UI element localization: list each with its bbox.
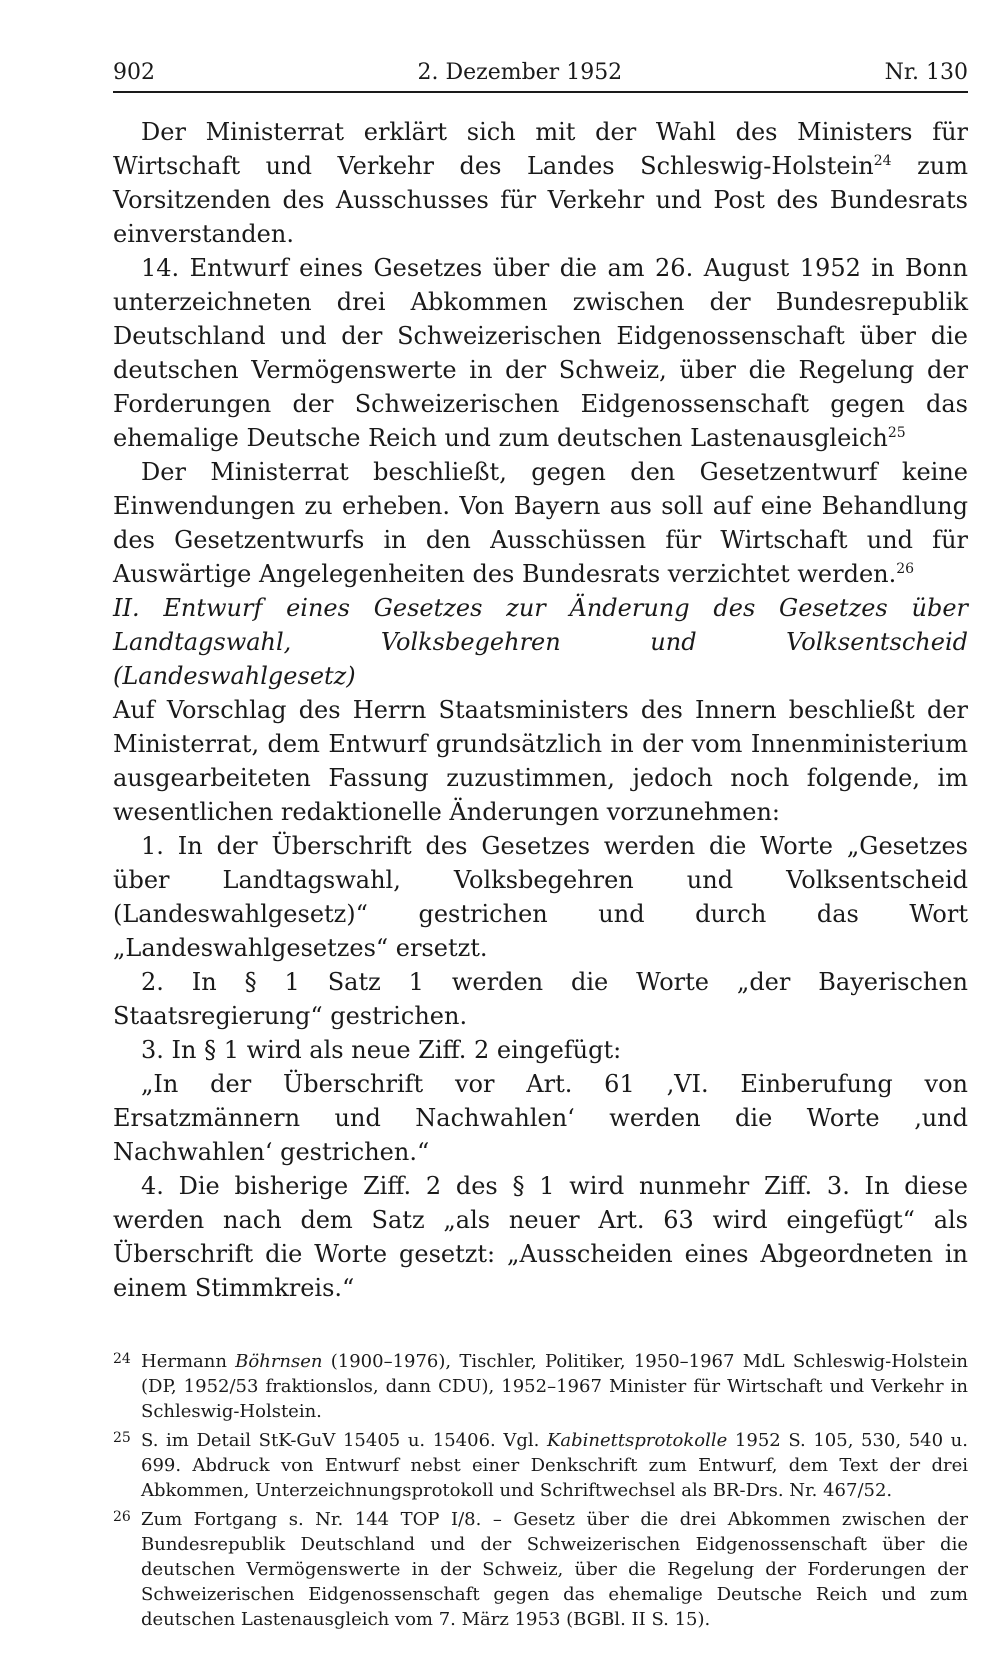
- paragraph-1-rest: zum Vorsitzenden des Ausschusses für Verkehr und Post des Bundesrats einverstanden.: [113, 152, 968, 248]
- footnote-text-part: Zum Fortgang s. Nr. 144 TOP I/8. – Gesetz über die drei Abkommen zwischen der Bundesrepublik Deutschland und der Schweizerischen Eidgenossenschaft über die deutschen Vermögenswerte in der Schweiz, über die Regelung der Forderungen der Schweizerischen Eidgenossenschaft gegen das ehemalige Deutsche Reich und zum deutschen Lastenausgleich vom 7. März 1953 (BGBl. II S. 15).: [141, 1509, 968, 1630]
- list-item-3-quote: „In der Überschrift vor Art. 61 ‚VI. Einberufung von Ersatzmännern und Nachwahlen‘ werden die Worte ‚und Nachwahlen‘ gestrichen.“: [113, 1070, 968, 1166]
- footnote-text: [141, 1349, 968, 1424]
- page-header: [113, 60, 968, 93]
- list-item-4: 4. Die bisherige Ziff. 2 des § 1 wird nunmehr Ziff. 3. In diese werden nach dem Satz „als neuer Art. 63 wird eingefügt“ als Überschrift die Worte gesetzt: „Ausscheiden eines Abgeordneten in einem Stimmkreis.“: [113, 1172, 968, 1302]
- page-number: 902: [113, 60, 155, 85]
- list-item-3: 3. In § 1 wird als neue Ziff. 2 eingefügt:: [141, 1036, 622, 1064]
- footnote: [113, 1507, 968, 1632]
- footnotes: [113, 1349, 968, 1632]
- document-number: Nr. 130: [884, 60, 968, 85]
- footnote-text: [141, 1507, 968, 1632]
- list-item-1: 1. In der Überschrift des Gesetzes werden die Worte „Gesetzes über Landtagswahl, Volksbegehren und Volksentscheid (Landeswahlgesetz)“ gestrichen und durch das Wort „Landeswahlgesetzes“ ersetzt.: [113, 832, 968, 962]
- main-text: [113, 115, 968, 1305]
- footnote-ref-25[interactable]: 25: [887, 425, 906, 441]
- paragraph-1-text: Der Ministerrat erklärt sich mit der Wahl des Ministers für Wirtschaft und Verkehr des Landes Schleswig-Holstein: [113, 118, 968, 180]
- footnote-number: 24: [113, 1351, 131, 1367]
- header-date: 2. Dezember 1952: [417, 60, 623, 85]
- footnote-italic: Kabinettsprotokolle: [546, 1430, 728, 1451]
- section-heading: II. Entwurf eines Gesetzes zur Änderung des Gesetzes über Landtagswahl, Volksbegehren und Volksentscheid (Landeswahlgesetz): [113, 594, 968, 690]
- footnote-ref-26[interactable]: 26: [896, 561, 915, 577]
- paragraph-3-text: Der Ministerrat beschließt, gegen den Gesetzentwurf keine Einwendungen zu erheben. Von Bayern aus soll auf eine Behandlung des Gesetzentwurfs in den Ausschüssen für Wirtschaft und für Auswärtige Angelegenheiten des Bundesrats verzichtet werden.: [113, 458, 968, 588]
- footnote-text-part: 1952 S. 105, 530, 540 u. 699. Abdruck von Entwurf nebst einer Denkschrift zum Entwurf, dem Text der drei Abkommen, Unterzeichnungsprotokoll und Schriftwechsel als BR-Drs. Nr. 467/52.: [141, 1430, 968, 1501]
- footnote-text: [141, 1428, 968, 1503]
- paragraph-1: [113, 115, 968, 251]
- list-item-2: 2. In § 1 Satz 1 werden die Worte „der Bayerischen Staatsregierung“ gestrichen.: [113, 968, 968, 1030]
- footnote-text-part: (1900–1976), Tischler, Politiker, 1950–1967 MdL Schleswig-Holstein (DP, 1952/53 fraktionslos, dann CDU), 1952–1967 Minister für Wirtschaft und Verkehr in Schleswig-Holstein.: [141, 1351, 968, 1422]
- paragraph-4: Auf Vorschlag des Herrn Staatsministers des Innern beschließt der Ministerrat, dem Entwurf grundsätzlich in der vom Innenministerium ausgearbeiteten Fassung zuzustimmen, jedoch noch folgende, im wesentlichen redaktionelle Änderungen vorzunehmen:: [113, 696, 968, 826]
- footnote-text-part: Hermann: [141, 1351, 236, 1372]
- paragraph-3: [113, 455, 968, 591]
- footnote: [113, 1428, 968, 1503]
- agenda-item-14-text: 14. Entwurf eines Gesetzes über die am 26. August 1952 in Bonn unterzeichneten drei Abkommen zwischen der Bundesrepublik Deutschland und der Schweizerischen Eidgenossenschaft über die deutschen Vermögenswerte in der Schweiz, über die Regelung der Forderungen der Schweizerischen Eidgenossenschaft gegen das ehemalige Deutsche Reich und zum deutschen Lastenausgleich: [113, 254, 968, 452]
- footnote-ref-24[interactable]: 24: [873, 153, 892, 169]
- agenda-item-14: [113, 251, 968, 455]
- footnote-number: 25: [113, 1430, 131, 1446]
- footnote: [113, 1349, 968, 1424]
- footnote-italic: Böhrnsen: [235, 1351, 323, 1372]
- footnote-number: 26: [113, 1509, 131, 1525]
- footnote-text-part: S. im Detail StK-GuV 15405 u. 15406. Vgl.: [141, 1430, 547, 1451]
